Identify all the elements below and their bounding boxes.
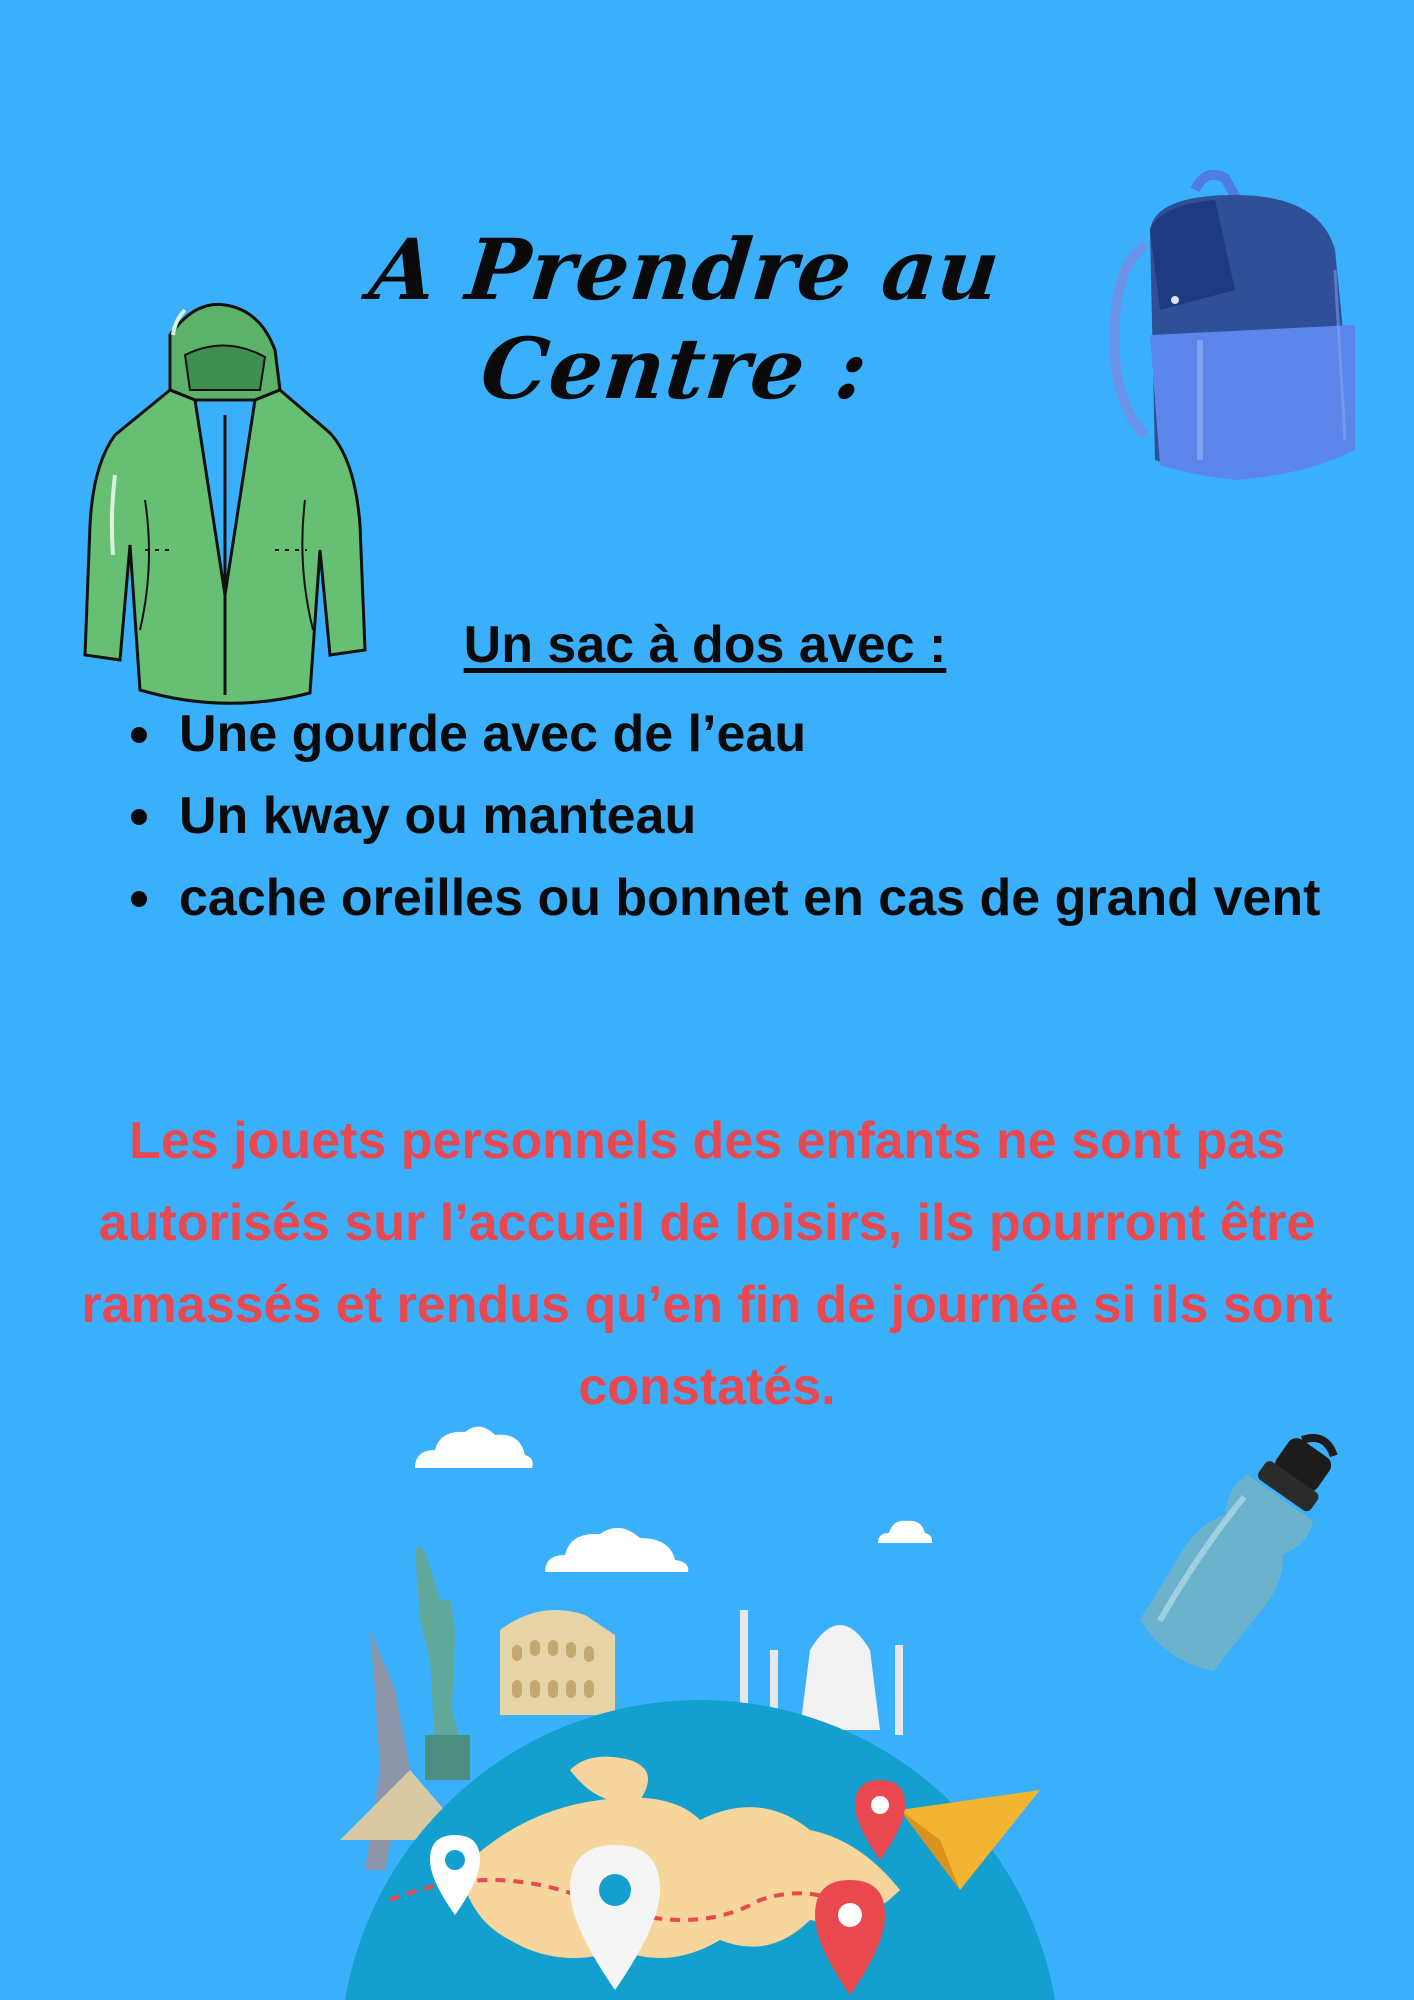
items-list [125, 695, 1320, 941]
notice-line: Les jouets personnels des enfants ne sont pas [129, 1112, 1285, 1170]
list-item [125, 695, 1320, 777]
bullet-icon [131, 727, 147, 743]
globe-landmarks-illustration [340, 1540, 1080, 2000]
list-item-text: Une gourde avec de l’eau [179, 705, 807, 763]
list-item [125, 777, 1320, 859]
water-bottle-icon [1120, 1415, 1360, 1695]
list-heading: Un sac à dos avec : [463, 616, 947, 674]
toys-notice [80, 1100, 1334, 1428]
notice-line: autorisés sur l’accueil de loisirs, ils pourront être [98, 1194, 1316, 1252]
jacket-icon [75, 295, 375, 715]
list-item [125, 859, 1320, 941]
list-item-text: cache oreilles ou bonnet en cas de grand vent [179, 869, 1321, 927]
cloud-icon [410, 1420, 535, 1470]
list-item-text: Un kway ou manteau [179, 787, 697, 845]
notice-line: ramassés et rendus qu’en fin de journée si ils sont [81, 1276, 1333, 1334]
bullet-icon [131, 891, 147, 907]
notice-line: constatés. [578, 1358, 836, 1416]
page-title: A Prendre au Centre : [365, 220, 1006, 418]
bullet-icon [131, 809, 147, 825]
backpack-icon [1105, 170, 1365, 510]
